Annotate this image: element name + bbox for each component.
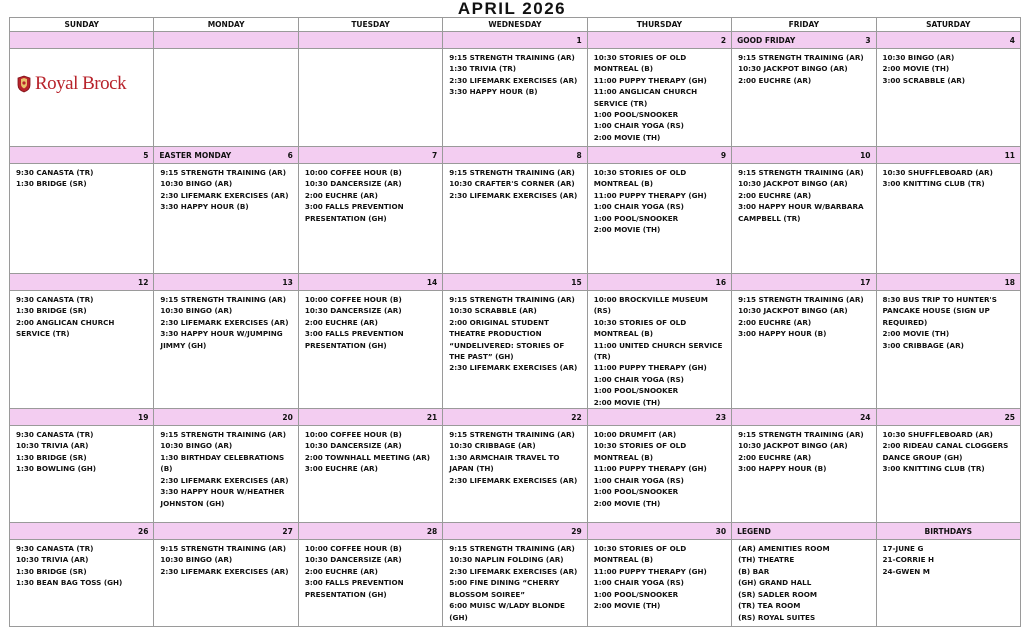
event-item: 1:00 POOL/SNOOKER xyxy=(593,110,679,120)
event-item: 10:00 DRUMFIT (AR) xyxy=(593,430,677,440)
holiday-label: GOOD FRIDAY xyxy=(737,36,796,45)
day-cell xyxy=(443,164,587,274)
event-item: 3:00 KNITTING CLUB (TR) xyxy=(882,464,985,474)
event-item: 2:30 LIFEMARK EXERCISES (AR) xyxy=(160,190,289,200)
week-header-row xyxy=(10,274,1021,291)
legend-item: (RS) ROYAL SUITES xyxy=(738,612,816,622)
event-item: 3:00 HAPPY HOUR (B) xyxy=(738,329,827,339)
event-list xyxy=(299,164,442,224)
day-number: 6 xyxy=(287,151,293,160)
day-header xyxy=(298,32,442,49)
event-item: 2:00 MOVIE (TH) xyxy=(593,225,661,235)
event-item: 11:00 UNITED CHURCH SERVICE (TR) xyxy=(593,340,723,362)
week-events-row xyxy=(10,164,1021,274)
day-header xyxy=(298,147,442,164)
day-header xyxy=(10,523,154,540)
event-item: 3:00 FALLS PREVENTION PRESENTATION (GH) xyxy=(304,578,404,599)
event-item: 10:30 NAPLIN FOLDING (AR) xyxy=(449,555,564,565)
crest-icon xyxy=(16,75,32,93)
event-item: 1:00 CHAIR YOGA (RS) xyxy=(593,121,684,131)
event-item: 2:00 ORIGINAL STUDENT THEATRE PRODUCTION “UNDELIVERED: STORIES OF THE PAST” (GH) xyxy=(449,317,565,362)
event-list xyxy=(877,49,1020,86)
event-item: 8:30 BUS TRIP TO HUNTER'S PANCAKE HOUSE (SIGN UP REQUIRED) xyxy=(882,295,997,327)
event-list xyxy=(443,426,586,486)
day-header xyxy=(443,32,587,49)
day-cell xyxy=(298,291,442,409)
event-item: 3:00 FALLS PREVENTION PRESENTATION (GH) xyxy=(304,202,404,223)
day-number: 30 xyxy=(715,527,727,537)
day-cell xyxy=(10,164,154,274)
event-item: 2:30 LIFEMARK EXERCISES (AR) xyxy=(449,566,578,576)
day-number: 17 xyxy=(860,278,871,287)
event-list xyxy=(588,540,731,611)
day-header xyxy=(154,523,298,540)
event-list xyxy=(877,426,1020,475)
day-header xyxy=(587,147,731,164)
event-item: 3:00 SCRABBLE (AR) xyxy=(882,75,966,85)
day-cell xyxy=(154,164,298,274)
day-number: 18 xyxy=(1004,278,1015,287)
event-item: 2:00 ANGLICAN CHURCH SERVICE (TR) xyxy=(16,317,115,339)
event-item: 11:00 PUPPY THERAPY (GH) xyxy=(593,566,707,576)
event-item: 1:00 CHAIR YOGA (RS) xyxy=(593,374,684,384)
event-item: 1:30 BOWLING (GH) xyxy=(16,464,97,474)
event-item: 6:00 MUISC W/LADY BLONDE (GH) xyxy=(449,601,565,622)
event-item: 2:00 MOVIE (TH) xyxy=(593,498,661,508)
event-item: 10:30 CRIBBAGE (AR) xyxy=(449,441,536,451)
day-number: 5 xyxy=(143,151,149,160)
day-number: 7 xyxy=(432,151,438,160)
holiday-label: EASTER MONDAY xyxy=(159,151,232,160)
day-cell xyxy=(154,540,298,627)
event-item: 1:30 BIRTHDAY CELEBRATIONS (B) xyxy=(160,452,285,474)
day-number: 2 xyxy=(720,36,727,45)
day-header xyxy=(154,274,298,291)
event-item: 2:00 EUCHRE (AR) xyxy=(304,566,378,576)
event-item: 10:30 BINGO (AR) xyxy=(882,53,955,62)
event-item: 1:00 CHAIR YOGA (RS) xyxy=(593,202,684,212)
weekday-friday: FRIDAY xyxy=(732,18,876,32)
event-list xyxy=(877,164,1020,190)
event-item: 2:00 MOVIE (TH) xyxy=(882,329,950,339)
event-item: 2:30 LIFEMARK EXERCISES (AR) xyxy=(449,475,578,485)
event-item: 9:15 STRENGTH TRAINING (AR) xyxy=(160,544,286,554)
event-item: 1:30 BRIDGE (SR) xyxy=(16,306,87,316)
event-item: 1:00 POOL/SNOOKER xyxy=(593,487,679,497)
event-item: 1:30 TRIVIA (TR) xyxy=(449,64,517,74)
day-header xyxy=(10,409,154,426)
weekday-tuesday: TUESDAY xyxy=(298,18,442,32)
event-item: 11:00 PUPPY THERAPY (GH) xyxy=(593,363,707,373)
calendar-title: APRIL 2026 xyxy=(457,0,567,18)
day-cell xyxy=(876,164,1020,274)
event-list xyxy=(299,426,442,475)
week-header-row xyxy=(10,32,1021,49)
day-cell xyxy=(154,49,298,147)
day-header xyxy=(298,523,442,540)
event-list xyxy=(154,291,297,351)
event-item: 2:00 TOWNHALL MEETING (AR) xyxy=(304,452,431,462)
event-item: 10:30 BINGO (AR) xyxy=(160,306,233,316)
event-item: 2:00 MOVIE (TH) xyxy=(882,64,950,74)
day-cell xyxy=(443,426,587,523)
legend-item: (AR) AMENITIES ROOM xyxy=(738,544,830,554)
event-list xyxy=(443,291,586,374)
day-header xyxy=(10,274,154,291)
event-list xyxy=(588,49,731,143)
event-list xyxy=(154,164,297,213)
event-item: 3:30 HAPPY HOUR (B) xyxy=(449,87,538,97)
legend-cell xyxy=(732,540,876,627)
event-item: 9:15 STRENGTH TRAINING (AR) xyxy=(449,430,575,440)
day-header xyxy=(876,147,1020,164)
event-item: 10:30 SCRABBLE (AR) xyxy=(449,306,537,316)
event-list xyxy=(588,164,731,235)
event-list xyxy=(154,426,297,509)
event-item: 3:00 FALLS PREVENTION PRESENTATION (GH) xyxy=(304,329,404,350)
week-events-row xyxy=(10,291,1021,409)
day-number: 13 xyxy=(282,278,293,287)
week-header-row xyxy=(10,147,1021,164)
event-item: 2:00 EUCHRE (AR) xyxy=(738,452,812,462)
birthday-item: 17-JUNE G xyxy=(882,544,924,554)
event-list xyxy=(732,291,875,340)
day-cell xyxy=(10,426,154,523)
event-list xyxy=(299,49,442,52)
day-header xyxy=(587,274,731,291)
day-header xyxy=(876,523,1020,540)
event-list xyxy=(299,291,442,351)
event-item: 2:30 LIFEMARK EXERCISES (AR) xyxy=(160,475,289,485)
birthday-item: 21-CORRIE H xyxy=(882,555,935,565)
day-number: 11 xyxy=(1004,151,1015,160)
event-item: 10:30 JACKPOT BINGO (AR) xyxy=(738,179,848,189)
event-item: 10:00 BROCKVILLE MUSEUM (RS) xyxy=(593,295,708,316)
event-list xyxy=(588,291,731,408)
event-item: 10:00 COFFEE HOUR (B) xyxy=(304,168,402,177)
event-item: 2:30 LIFEMARK EXERCISES (AR) xyxy=(449,363,578,373)
day-header xyxy=(732,32,876,49)
day-cell xyxy=(443,540,587,627)
event-item: 9:15 STRENGTH TRAINING (AR) xyxy=(160,430,286,440)
event-item: 9:15 STRENGTH TRAINING (AR) xyxy=(449,544,575,554)
day-number: 9 xyxy=(720,151,727,160)
day-header xyxy=(732,409,876,426)
day-cell xyxy=(587,540,731,627)
event-item: 9:30 CANASTA (TR) xyxy=(16,544,94,554)
day-number: 14 xyxy=(426,278,438,287)
event-item: 9:15 STRENGTH TRAINING (AR) xyxy=(738,168,864,177)
day-header xyxy=(10,32,154,49)
event-item: 2:00 MOVIE (TH) xyxy=(593,601,661,611)
event-item: 10:30 DANCERSIZE (AR) xyxy=(304,441,402,451)
day-number: 29 xyxy=(571,527,582,537)
event-item: 2:30 LIFEMARK EXERCISES (AR) xyxy=(449,190,578,200)
event-list xyxy=(732,540,875,623)
day-number: 16 xyxy=(715,278,727,287)
event-item: 1:00 CHAIR YOGA (RS) xyxy=(593,475,684,485)
event-item: 11:00 PUPPY THERAPY (GH) xyxy=(593,75,707,85)
event-list xyxy=(877,540,1020,577)
event-item: 3:00 KNITTING CLUB (TR) xyxy=(882,179,985,189)
day-number: 27 xyxy=(282,527,293,537)
event-item: 10:30 DANCERSIZE (AR) xyxy=(304,306,402,316)
day-header xyxy=(732,523,876,540)
weekday-header-row xyxy=(10,18,1021,32)
event-item: 3:00 HAPPY HOUR (B) xyxy=(738,464,827,474)
day-cell xyxy=(732,164,876,274)
legend-item: (GH) GRAND HALL xyxy=(738,578,812,588)
legend-item: (B) BAR xyxy=(738,566,770,576)
event-list xyxy=(732,426,875,475)
day-number: 10 xyxy=(860,151,871,160)
day-header xyxy=(298,274,442,291)
weekday-saturday: SATURDAY xyxy=(876,18,1020,32)
day-cell xyxy=(732,49,876,147)
day-cell xyxy=(876,291,1020,409)
day-header xyxy=(298,409,442,426)
calendar-grid xyxy=(9,17,1021,627)
day-number: 26 xyxy=(137,527,149,537)
weekday-wednesday: WEDNESDAY xyxy=(443,18,587,32)
event-item: 9:15 STRENGTH TRAINING (AR) xyxy=(738,430,864,440)
event-item: 9:15 STRENGTH TRAINING (AR) xyxy=(449,168,575,177)
event-item: 1:00 POOL/SNOOKER xyxy=(593,589,679,599)
event-item: 3:00 HAPPY HOUR W/BARBARA CAMPBELL (TR) xyxy=(738,202,864,223)
event-list xyxy=(10,291,153,340)
day-number: 3 xyxy=(865,36,871,45)
event-item: 10:30 BINGO (AR) xyxy=(160,179,233,189)
event-item: 10:30 BINGO (AR) xyxy=(160,441,233,451)
day-header xyxy=(587,32,731,49)
day-number: 28 xyxy=(426,527,438,537)
event-item: 2:00 EUCHRE (AR) xyxy=(738,317,812,327)
event-item: 10:30 DANCERSIZE (AR) xyxy=(304,555,402,565)
weekday-sunday: SUNDAY xyxy=(10,18,154,32)
day-header xyxy=(443,274,587,291)
day-cell xyxy=(587,426,731,523)
week-header-row xyxy=(10,409,1021,426)
day-cell xyxy=(298,540,442,627)
day-header xyxy=(587,409,731,426)
day-header xyxy=(732,274,876,291)
day-number: 19 xyxy=(137,413,149,423)
day-number: 23 xyxy=(715,413,727,423)
day-cell xyxy=(587,164,731,274)
event-list xyxy=(877,291,1020,351)
day-cell xyxy=(876,49,1020,147)
day-header xyxy=(10,147,154,164)
event-item: 10:30 TRIVIA (AR) xyxy=(16,441,89,451)
event-list xyxy=(10,540,153,589)
weekday-thursday: THURSDAY xyxy=(587,18,731,32)
event-item: 3:30 HAPPY HOUR (B) xyxy=(160,202,249,212)
day-number: 25 xyxy=(1004,413,1015,423)
day-cell xyxy=(10,49,154,147)
event-item: 9:15 STRENGTH TRAINING (AR) xyxy=(449,53,575,62)
day-cell xyxy=(876,426,1020,523)
event-item: 1:30 BRIDGE (SR) xyxy=(16,452,87,462)
event-item: 10:30 JACKPOT BINGO (AR) xyxy=(738,64,848,74)
event-item: 2:00 EUCHRE (AR) xyxy=(738,75,812,85)
birthday-item: 24-GWEN M xyxy=(882,566,930,576)
event-item: 5:00 FINE DINING “CHERRY BLOSSOM SOIREE” xyxy=(449,578,560,599)
event-item: 10:30 STORIES OF OLD MONTREAL (B) xyxy=(593,544,687,565)
event-item: 1:00 CHAIR YOGA (RS) xyxy=(593,578,684,588)
event-item: 3:00 EUCHRE (AR) xyxy=(304,464,378,474)
event-item: 2:00 MOVIE (TH) xyxy=(593,397,661,407)
event-item: 2:30 LIFEMARK EXERCISES (AR) xyxy=(449,75,578,85)
event-item: 3:30 HAPPY HOUR W/JUMPING JIMMY (GH) xyxy=(160,329,283,350)
event-item: 10:30 TRIVIA (AR) xyxy=(16,555,89,565)
event-item: 10:30 STORIES OF OLD MONTREAL (B) xyxy=(593,168,687,189)
event-item: 10:30 CRAFTER'S CORNER (AR) xyxy=(449,179,575,189)
day-cell xyxy=(443,291,587,409)
event-list xyxy=(10,164,153,190)
event-item: 10:30 JACKPOT BINGO (AR) xyxy=(738,441,848,451)
event-item: 2:00 EUCHRE (AR) xyxy=(304,317,378,327)
day-header xyxy=(876,409,1020,426)
day-header xyxy=(154,147,298,164)
event-list xyxy=(588,426,731,509)
day-cell xyxy=(10,291,154,409)
week-events-row xyxy=(10,426,1021,523)
event-item: 10:30 STORIES OF OLD MONTREAL (B) xyxy=(593,441,687,462)
event-item: 10:30 STORIES OF OLD MONTREAL (B) xyxy=(593,53,687,74)
event-item: 10:30 SHUFFLEBOARD (AR) xyxy=(882,430,993,440)
day-header xyxy=(154,409,298,426)
event-item: 9:15 STRENGTH TRAINING (AR) xyxy=(160,168,286,177)
event-item: 10:00 COFFEE HOUR (B) xyxy=(304,295,402,304)
event-item: 2:00 EUCHRE (AR) xyxy=(304,190,378,200)
event-item: 9:15 STRENGTH TRAINING (AR) xyxy=(160,295,286,304)
day-number: 22 xyxy=(571,413,582,423)
royal-brock-logo xyxy=(16,73,153,95)
event-item: 2:30 LIFEMARK EXERCISES (AR) xyxy=(160,317,289,327)
event-item: 1:30 ARMCHAIR TRAVEL TO JAPAN (TH) xyxy=(449,452,560,474)
event-item: 9:15 STRENGTH TRAINING (AR) xyxy=(738,53,864,62)
legend-item: (TH) THEATRE xyxy=(738,555,795,565)
event-item: 10:30 STORIES OF OLD MONTREAL (B) xyxy=(593,317,687,339)
event-list xyxy=(732,164,875,224)
day-number: 24 xyxy=(860,413,871,423)
event-item: 9:15 STRENGTH TRAINING (AR) xyxy=(738,295,864,304)
event-item: 1:30 BRIDGE (SR) xyxy=(16,179,87,189)
event-item: 2:00 RIDEAU CANAL CLOGGERS DANCE GROUP (GH) xyxy=(882,441,1009,462)
event-list xyxy=(443,540,586,623)
day-cell xyxy=(154,426,298,523)
event-item: 2:00 MOVIE (TH) xyxy=(593,132,661,142)
day-number: 1 xyxy=(576,36,582,45)
week-events-row xyxy=(10,49,1021,147)
day-number: 4 xyxy=(1009,36,1015,45)
day-number: 21 xyxy=(426,413,438,423)
event-list xyxy=(732,49,875,86)
event-item: 10:30 SHUFFLEBOARD (AR) xyxy=(882,168,993,177)
legend-item: (TR) TEA ROOM xyxy=(738,601,801,611)
event-item: 10:30 JACKPOT BINGO (AR) xyxy=(738,306,848,316)
event-item: 11:00 ANGLICAN CHURCH SERVICE (TR) xyxy=(593,87,698,108)
event-item: 9:15 STRENGTH TRAINING (AR) xyxy=(449,295,575,304)
event-list xyxy=(443,164,586,201)
day-header xyxy=(587,523,731,540)
birthdays-heading: BIRTHDAYS xyxy=(924,527,972,537)
event-item: 10:00 COFFEE HOUR (B) xyxy=(304,544,402,554)
day-header xyxy=(732,147,876,164)
logo-text: Royal Brock xyxy=(35,73,127,94)
event-list xyxy=(10,426,153,475)
day-header xyxy=(154,32,298,49)
event-item: 3:30 HAPPY HOUR W/HEATHER JOHNSTON (GH) xyxy=(160,487,285,508)
event-item: 3:00 CRIBBAGE (AR) xyxy=(882,340,964,350)
day-cell xyxy=(587,291,731,409)
birthdays-cell xyxy=(876,540,1020,627)
day-header xyxy=(876,32,1020,49)
event-item: 2:00 EUCHRE (AR) xyxy=(738,190,812,200)
event-item: 11:00 PUPPY THERAPY (GH) xyxy=(593,464,707,474)
event-item: 2:30 LIFEMARK EXERCISES (AR) xyxy=(160,566,289,576)
day-cell xyxy=(443,49,587,147)
legend-heading: LEGEND xyxy=(737,527,771,537)
day-number: 20 xyxy=(282,413,293,423)
day-header xyxy=(443,147,587,164)
event-item: 10:00 COFFEE HOUR (B) xyxy=(304,430,402,440)
day-number: 15 xyxy=(571,278,582,287)
day-cell xyxy=(10,540,154,627)
week-events-row xyxy=(10,540,1021,627)
day-header xyxy=(443,523,587,540)
event-item: 9:30 CANASTA (TR) xyxy=(16,168,94,177)
day-cell xyxy=(732,291,876,409)
day-cell xyxy=(154,291,298,409)
day-cell xyxy=(298,426,442,523)
day-number: 12 xyxy=(137,278,149,287)
event-item: 1:00 POOL/SNOOKER xyxy=(593,386,679,396)
event-list xyxy=(154,540,297,577)
day-cell xyxy=(587,49,731,147)
event-item: 9:30 CANASTA (TR) xyxy=(16,295,94,304)
event-item: 10:30 DANCERSIZE (AR) xyxy=(304,179,402,189)
event-item: 1:30 BEAN BAG TOSS (GH) xyxy=(16,578,123,588)
event-item: 1:00 POOL/SNOOKER xyxy=(593,213,679,223)
event-item: 11:00 PUPPY THERAPY (GH) xyxy=(593,190,707,200)
week-header-row xyxy=(10,523,1021,540)
event-item: 1:30 BRIDGE (SR) xyxy=(16,566,87,576)
weekday-monday: MONDAY xyxy=(154,18,298,32)
day-header xyxy=(876,274,1020,291)
legend-item: (SR) SADLER ROOM xyxy=(738,589,818,599)
event-item: 9:30 CANASTA (TR) xyxy=(16,430,94,440)
event-list xyxy=(443,49,586,98)
day-cell xyxy=(298,164,442,274)
day-header xyxy=(443,409,587,426)
day-cell xyxy=(732,426,876,523)
day-number: 8 xyxy=(576,151,582,160)
day-cell xyxy=(298,49,442,147)
event-item: 10:30 BINGO (AR) xyxy=(160,555,233,565)
event-list xyxy=(299,540,442,600)
event-list xyxy=(10,95,153,98)
event-list xyxy=(154,49,297,52)
